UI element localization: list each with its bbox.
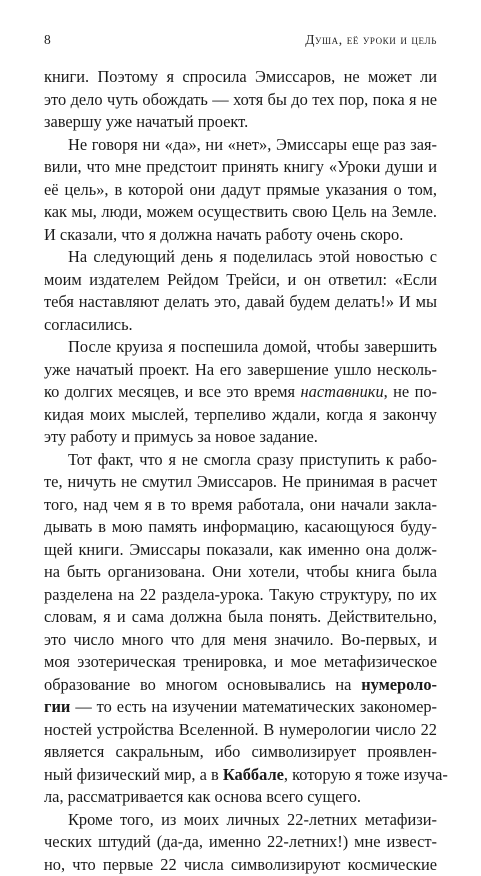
page-number: 8 — [44, 32, 51, 48]
text-run: щей книги. Эмиссары показали, как именно она долж- — [44, 540, 437, 559]
text-run: книги. Поэтому я спросила Эмиссаров, не может ли — [44, 67, 437, 86]
text-run: , которую я тоже изуча- — [284, 765, 448, 784]
text-run: словам, я и сама должна была понять. Действительно, — [44, 607, 437, 626]
text-run: её цель», в которой они дадут прямые указания о том, — [44, 180, 437, 199]
text-run: тебя наставляют делать это, давай будем делать!» И мы — [44, 292, 437, 311]
text-run: И сказали, что я должна начать работу очень скоро. — [44, 225, 403, 244]
text-line — [44, 584, 437, 607]
body-text — [44, 66, 437, 876]
text-run: согласились. — [44, 315, 133, 334]
text-line — [44, 89, 437, 112]
running-title: Душа, её уроки и цель — [305, 32, 437, 48]
text-line — [44, 359, 437, 382]
text-line — [44, 539, 437, 562]
paragraph — [44, 246, 437, 336]
bold-term: гии — [44, 697, 70, 716]
text-line — [44, 494, 437, 517]
text-run: является сакральным, ибо символизирует проявлен- — [44, 742, 437, 761]
text-line — [44, 66, 437, 89]
running-header — [44, 32, 437, 48]
text-line — [44, 516, 437, 539]
text-run: на быть организована. Они хотели, чтобы книга была — [44, 562, 437, 581]
book-page — [44, 32, 437, 876]
text-line — [44, 291, 437, 314]
text-run: вили, что мне предстоит принять книгу «Уроки души и — [44, 157, 437, 176]
text-line — [44, 426, 437, 449]
paragraph — [44, 449, 437, 809]
text-run: ла, рассматривается как основа всего сущего. — [44, 787, 361, 806]
text-run: , не по- — [384, 382, 437, 401]
text-run: Кроме того, из моих личных 22-летних метафизи- — [68, 810, 437, 829]
text-line — [44, 719, 437, 742]
text-line — [44, 336, 437, 359]
text-run: На следующий день я поделилась этой новостью с — [68, 247, 437, 266]
text-run: образование во многом основывались на — [44, 675, 361, 694]
text-line — [44, 786, 437, 809]
text-run: моя эзотерическая тренировка, и мое метафизическое — [44, 652, 437, 671]
text-line — [44, 404, 437, 427]
text-line — [44, 561, 437, 584]
text-run: того, над чем я в то время работала, они начали закла- — [44, 495, 437, 514]
text-run: кидая моих мыслей, терпеливо ждали, когда я закончу — [44, 405, 437, 424]
paragraph — [44, 134, 437, 247]
text-run: — то есть на изучении математических закономер- — [70, 697, 437, 716]
text-run: Не говоря ни «да», ни «нет», Эмиссары еще раз зая- — [68, 135, 437, 154]
text-line — [44, 696, 437, 719]
text-line — [44, 606, 437, 629]
text-line — [44, 246, 437, 269]
text-line — [44, 381, 437, 404]
text-run: дывать в мою память информацию, касающуюся буду- — [44, 517, 437, 536]
text-run: как мы, люди, можем осуществить свою Цель на Земле. — [44, 202, 437, 221]
text-run: ный физический мир, а в — [44, 765, 223, 784]
text-line — [44, 809, 437, 832]
text-line — [44, 831, 437, 854]
text-run: ко долгих месяцев, и все это время — [44, 382, 301, 401]
text-line — [44, 854, 437, 876]
text-line — [44, 111, 437, 134]
text-line — [44, 471, 437, 494]
text-line — [44, 314, 437, 337]
text-run: моим издателем Рейдом Трейси, и он ответил: «Если — [44, 270, 437, 289]
text-line — [44, 156, 437, 179]
bold-term: нумероло- — [361, 675, 437, 694]
text-run: ческих штудий (да-да, именно 22-летних!) мне извест- — [44, 832, 437, 851]
text-run: эту работу и примусь за новое задание. — [44, 427, 318, 446]
paragraph — [44, 66, 437, 134]
text-run: После круиза я поспешила домой, чтобы завершить — [68, 337, 437, 356]
text-run: это число много что для меня значило. Во-первых, и — [44, 630, 437, 649]
text-line — [44, 134, 437, 157]
text-line — [44, 651, 437, 674]
text-run: те, ничуть не смутил Эмиссаров. Не принимая в расчет — [44, 472, 437, 491]
emphasis-text: наставники — [301, 382, 384, 401]
text-run: ностей устройства Вселенной. В нумерологии число 22 — [44, 720, 437, 739]
text-run: завершу уже начатый проект. — [44, 112, 248, 131]
text-line — [44, 179, 437, 202]
text-run: уже начатый проект. На его завершение ушло несколь- — [44, 360, 437, 379]
text-line — [44, 674, 437, 697]
text-line — [44, 201, 437, 224]
text-line — [44, 224, 437, 247]
text-run: это дело чуть обождать — хотя бы до тех пор, пока я не — [44, 90, 437, 109]
text-line — [44, 741, 437, 764]
text-line — [44, 449, 437, 472]
text-run: разделена на 22 раздела-урока. Такую структуру, по их — [44, 585, 437, 604]
text-run: Тот факт, что я не смогла сразу приступить к рабо- — [68, 450, 437, 469]
text-line — [44, 269, 437, 292]
bold-term: Каббале — [223, 765, 284, 784]
paragraph — [44, 809, 437, 876]
text-line — [44, 764, 437, 787]
text-line — [44, 629, 437, 652]
paragraph — [44, 336, 437, 449]
text-run: но, что первые 22 числа символизируют космические — [44, 855, 437, 874]
